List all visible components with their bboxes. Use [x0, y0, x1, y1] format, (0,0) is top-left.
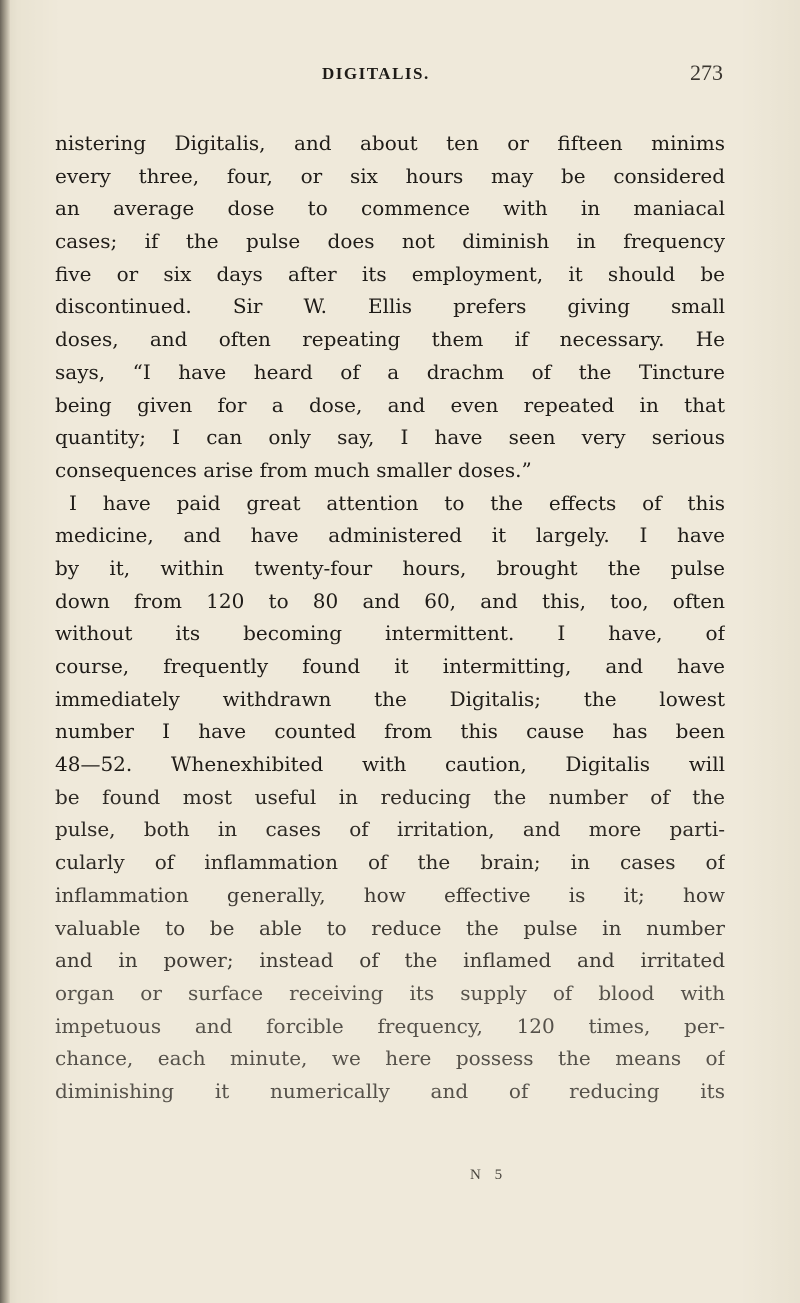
text-line: organ or surface receiving its supply of blood with: [55, 980, 725, 1005]
text-line: cularly of inflammation of the brain; in cases of: [55, 850, 725, 875]
text-line: impetuous and forcible frequency, 120 times, per-: [55, 1013, 725, 1038]
text-line: down from 120 to 80 and 60, and this, too, often: [55, 588, 725, 613]
text-line: every three, four, or six hours may be considered: [55, 163, 725, 188]
text-line: an average dose to commence with in maniacal: [55, 196, 725, 221]
text-line: being given for a dose, and even repeated in that: [55, 392, 725, 417]
text-line: five or six days after its employment, it should be: [55, 261, 725, 286]
text-line: doses, and often repeating them if necessary. He: [55, 327, 725, 352]
text-line: course, frequently found it intermitting, and have: [55, 654, 725, 678]
text-line: diminishing it numerically and of reducing its: [55, 1078, 725, 1103]
text-line: inflammation generally, how effective is it; how: [55, 882, 725, 907]
paragraph-start-line: I have paid great attention to the effects of this: [69, 490, 725, 515]
text-line: says, “I have heard of a drachm of the Tincture: [55, 359, 725, 384]
page-number: 273: [690, 60, 723, 85]
body-text: [55, 127, 725, 1108]
text-line: number I have counted from this cause has been: [55, 719, 725, 744]
text-line: medicine, and have administered it largely. I have: [55, 523, 725, 548]
text-line: by it, within twenty-four hours, brought the pulse: [55, 555, 725, 580]
text-line: be found most useful in reducing the number of the: [55, 784, 725, 809]
text-line: immediately withdrawn the Digitalis; the lowest: [55, 686, 725, 711]
text-line: without its becoming intermittent. I have, of: [55, 621, 725, 646]
signature-mark: N 5: [470, 1167, 508, 1183]
text-line: nistering Digitalis, and about ten or fifteen minims: [55, 131, 725, 155]
page-spine-shadow: [0, 0, 10, 1303]
text-line: and in power; instead of the inflamed and irritated: [55, 948, 725, 973]
text-line: valuable to be able to reduce the pulse in number: [55, 915, 725, 940]
running-title: DIGITALIS.: [322, 64, 430, 83]
text-line: quantity; I can only say, I have seen very serious: [55, 425, 725, 450]
text-line: chance, each minute, we here possess the means of: [55, 1046, 725, 1071]
text-line: consequences arise from much smaller doses.”: [55, 457, 532, 482]
text-line: discontinued. Sir W. Ellis prefers giving small: [55, 294, 725, 319]
text-line: pulse, both in cases of irritation, and more parti-: [55, 817, 725, 842]
text-line: 48—52. Whenexhibited with caution, Digitalis will: [55, 752, 725, 777]
running-head: [0, 60, 800, 90]
text-line: cases; if the pulse does not diminish in frequency: [55, 229, 725, 254]
